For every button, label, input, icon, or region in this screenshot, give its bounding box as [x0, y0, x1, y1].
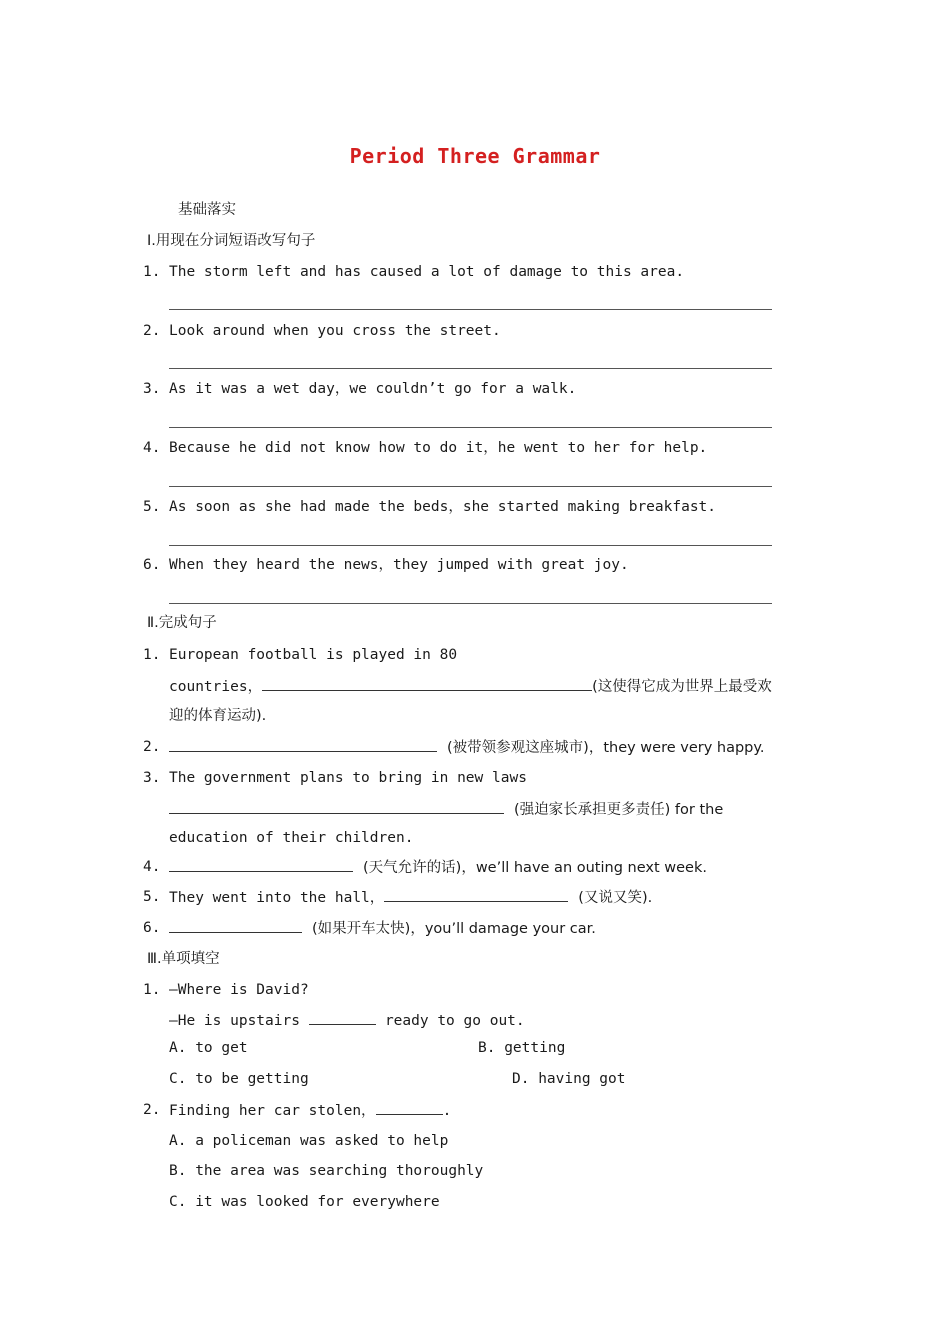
subheading: 基础落实: [178, 202, 236, 218]
option-b[interactable]: B. getting: [478, 1040, 566, 1056]
option-c[interactable]: C. it was looked for everywhere: [169, 1194, 440, 1210]
item-sentence: [169, 918, 596, 939]
item-sentence-continued: [169, 799, 723, 820]
item-number: 6.: [143, 557, 161, 573]
answer-line[interactable]: [169, 309, 772, 310]
item-sentence: Look around when you cross the street.: [169, 323, 501, 339]
option-b[interactable]: B. the area was searching thoroughly: [169, 1163, 484, 1179]
answer-line[interactable]: [169, 545, 772, 546]
option-a[interactable]: A. to get: [169, 1040, 248, 1056]
sentence-part: .: [442, 1103, 452, 1119]
item-sentence: The storm left and has caused a lot of damage to this area.: [169, 264, 685, 280]
item-sentence: [169, 737, 765, 758]
item-sentence: The government plans to bring in new laws: [169, 770, 527, 786]
dialogue-line: —Where is David?: [169, 982, 309, 998]
item-number: 3.: [143, 381, 161, 397]
sentence-part: ready to go out.: [384, 1013, 525, 1029]
question-number: 1.: [143, 982, 161, 998]
answer-blank[interactable]: [384, 887, 568, 902]
sentence-part: —He is upstairs: [169, 1013, 300, 1029]
sentence-part: They went into the hall，: [169, 890, 385, 906]
sentence-part: Finding her car stolen，: [169, 1103, 376, 1119]
item-sentence: Because he did not know how to do it，he went to her for help.: [169, 440, 708, 456]
answer-line[interactable]: [169, 368, 772, 369]
answer-line[interactable]: [169, 486, 772, 487]
item-number: 1.: [143, 264, 161, 280]
answer-blank[interactable]: [262, 676, 592, 691]
item-number: 1.: [143, 647, 161, 663]
item-sentence-end: education of their children.: [169, 830, 414, 846]
item-number: 5.: [143, 499, 161, 515]
option-c[interactable]: C. to be getting: [169, 1071, 309, 1087]
item-sentence-continued: [169, 676, 772, 697]
item-number: 2.: [143, 323, 161, 339]
answer-line[interactable]: [169, 427, 772, 428]
item-sentence: As soon as she had made the beds，she started making breakfast.: [169, 499, 717, 515]
item-sentence: European football is played in 80: [169, 647, 458, 663]
answer-blank[interactable]: [169, 918, 302, 933]
item-number: 3.: [143, 770, 161, 786]
section2-heading: Ⅱ.完成句子: [147, 615, 217, 631]
item-number: 6.: [143, 920, 161, 936]
item-number: 4.: [143, 859, 161, 875]
chinese-hint-continued: 迎的体育运动).: [169, 708, 267, 724]
chinese-hint: (这使得它成为世界上最受欢: [592, 679, 772, 695]
dialogue-line: [169, 1010, 525, 1031]
item-number: 2.: [143, 739, 161, 755]
answer-line[interactable]: [169, 603, 772, 604]
page-title: Period Three Grammar: [349, 144, 601, 168]
chinese-hint: (又说又笑).: [578, 890, 653, 906]
sentence-part: countries，: [169, 679, 263, 695]
option-a[interactable]: A. a policeman was asked to help: [169, 1133, 449, 1149]
answer-blank[interactable]: [376, 1100, 443, 1115]
item-number: 4.: [143, 440, 161, 456]
item-sentence: [169, 857, 707, 878]
item-sentence: [169, 887, 652, 908]
option-d[interactable]: D. having got: [512, 1071, 626, 1087]
chinese-hint: (天气允许的话)，we’ll have an outing next week.: [363, 860, 707, 876]
section1-heading: Ⅰ.用现在分词短语改写句子: [147, 233, 316, 249]
answer-blank[interactable]: [169, 737, 437, 752]
answer-blank[interactable]: [169, 857, 353, 872]
item-number: 5.: [143, 889, 161, 905]
item-sentence: When they heard the news，they jumped with great joy.: [169, 557, 629, 573]
section3-heading: Ⅲ.单项填空: [147, 951, 220, 967]
question-number: 2.: [143, 1102, 161, 1118]
chinese-hint: (被带领参观这座城市)，they were very happy.: [447, 740, 765, 756]
answer-blank[interactable]: [169, 799, 504, 814]
answer-blank[interactable]: [309, 1010, 376, 1025]
chinese-hint: (强迫家长承担更多责任) for the: [514, 802, 724, 818]
item-sentence: As it was a wet day，we couldn’t go for a walk.: [169, 381, 577, 397]
question-stem: [169, 1100, 451, 1121]
chinese-hint: (如果开车太快)，you’ll damage your car.: [312, 921, 596, 937]
